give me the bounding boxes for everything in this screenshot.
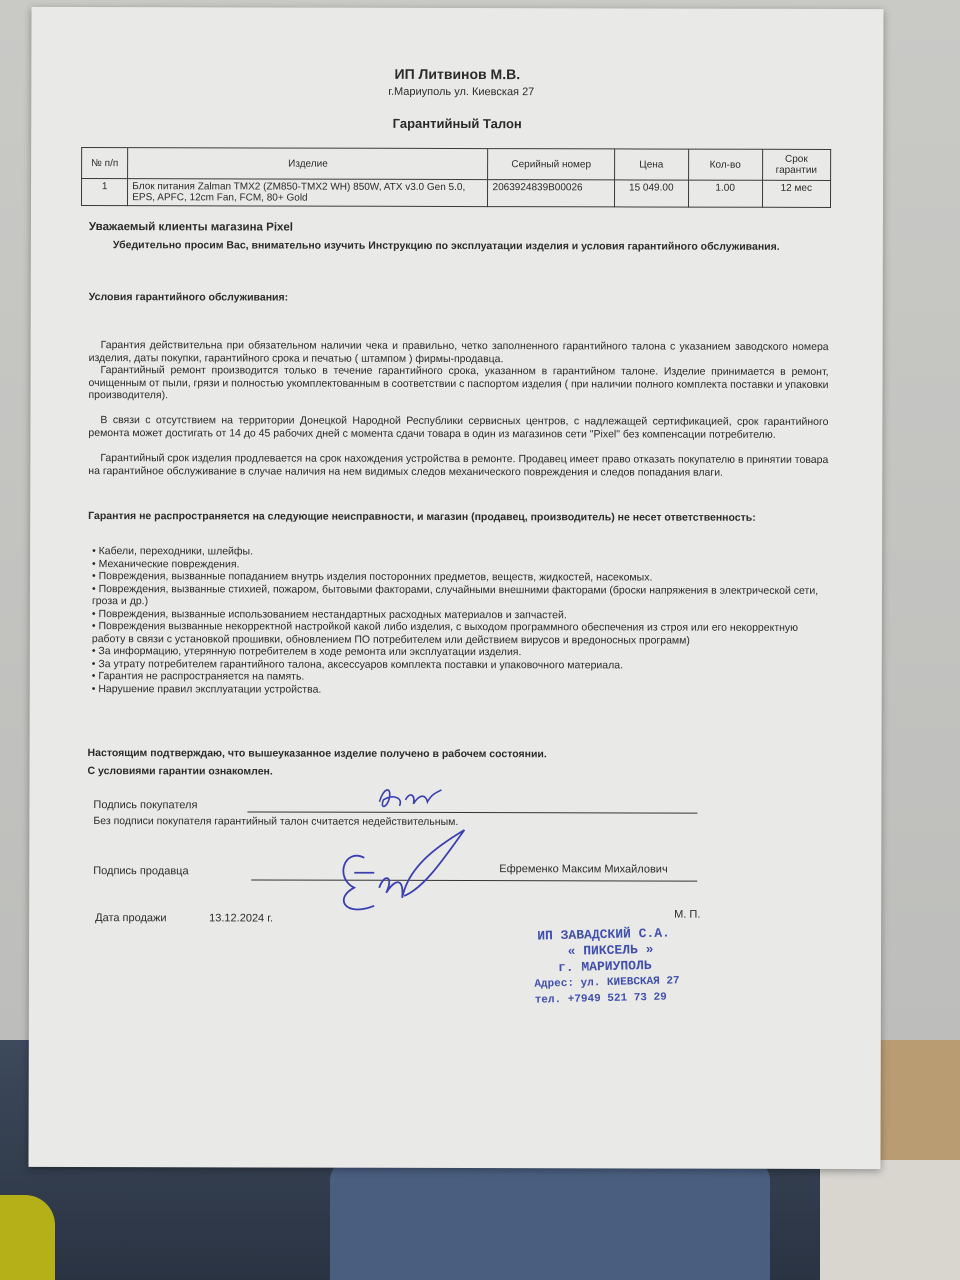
condition-paragraph: Гарантия действительна при обязательном наличии чека и правильно, четко заполненного гарантийного талона с указанием заводского номера изделия, даты покупки, гарантийного срока и печатью ( штампом ) фирмы-продавца. bbox=[88, 339, 829, 365]
seller-stamp bbox=[533, 924, 725, 1008]
buyer-signature-label: Подпись покупателя bbox=[93, 799, 198, 812]
background-jeans bbox=[330, 1160, 770, 1280]
list-item: • Механические повреждения. bbox=[92, 557, 240, 570]
exclusions-list bbox=[92, 545, 832, 697]
stamp-line: ИП ЗАВАДСКИЙ С.А. bbox=[537, 925, 671, 944]
table-cell: 2063924839B00026 bbox=[488, 180, 614, 207]
background-yellow-object bbox=[0, 1195, 55, 1280]
column-header: Кол-во bbox=[688, 149, 762, 180]
condition-paragraph: В связи с отсутствием на территории Донецкой Народной Республики сервисных центров, с надлежащей сертификацией, срок гарантийного ремонта может достигать от 14 до 45 рабочих дней с момента сдачи товара в один из магазинов сети "Pixel" без компенсации потребителю. bbox=[88, 414, 829, 441]
table-cell: 1 bbox=[82, 179, 128, 206]
company-name: ИП Литвинов М.В. bbox=[394, 65, 521, 83]
greeting: Уважаемый клиенты магазина Pixel bbox=[88, 221, 294, 234]
sale-date-label: Дата продажи bbox=[95, 912, 167, 925]
seller-name: Ефременко Максим Михайлович bbox=[499, 863, 668, 876]
exclusions-title: Гарантия не распространяется на следующие неисправности, и магазин (продавец, производитель) не несет ответственность: bbox=[88, 510, 756, 524]
list-item: • Повреждения, вызванные использованием нестандартных расходных материалов и запчастей. bbox=[91, 607, 567, 621]
column-header: Срок гарантии bbox=[762, 149, 831, 180]
condition-paragraph: Гарантийный срок изделия продлевается на срок нахождения устройства в ремонте. Продавец имеет право отказать покупателю в принятии товара на гарантийное обслуживание в случае наличия на нем видимых следов механического повреждения и следов попадания влаги. bbox=[88, 452, 829, 479]
stamp-line: г. МАРИУПОЛЬ bbox=[557, 957, 652, 976]
confirm-line: С условиями гарантии ознакомлен. bbox=[87, 765, 273, 778]
warranty-sheet bbox=[28, 7, 883, 1169]
sale-date: 13.12.2024 г. bbox=[209, 912, 273, 925]
column-header: № п/п bbox=[82, 148, 128, 179]
company-address: г.Мариуполь ул. Киевская 27 bbox=[388, 85, 535, 99]
buyer-note: Без подписи покупателя гарантийный талон считается недействительным. bbox=[93, 815, 459, 829]
stamp-line: тел. +7949 521 73 29 bbox=[534, 991, 667, 1007]
list-item: • За утрату потребителем гарантийного талона, аксессуаров комплекта поставки и упаковочного материала. bbox=[91, 657, 624, 671]
items-table bbox=[81, 147, 831, 208]
confirm-line: Настоящим подтверждаю, что вышеуказанное изделие получено в рабочем состоянии. bbox=[87, 747, 547, 761]
column-header: Цена bbox=[614, 149, 688, 180]
column-header: Серийный номер bbox=[488, 149, 614, 180]
list-item: • Кабели, переходники, шлейфы. bbox=[92, 545, 254, 558]
conditions-title: Условия гарантийного обслуживания: bbox=[88, 291, 289, 304]
table-cell: Блок питания Zalman TMX2 (ZM850-TMX2 WH) 850W, ATX v3.0 Gen 5.0, EPS, APFC, 12cm Fan, FCM, 80+ Gold bbox=[128, 179, 488, 207]
document-title: Гарантийный Талон bbox=[392, 115, 522, 132]
intro-paragraph: Убедительно просим Вас, внимательно изучить Инструкцию по эксплуатации изделия и условия гарантийного обслуживания. bbox=[112, 239, 780, 253]
table-cell: 1.00 bbox=[688, 180, 762, 207]
table-cell: 12 мес bbox=[762, 180, 831, 207]
table-cell: 15 049.00 bbox=[614, 180, 688, 207]
seller-signature-label: Подпись продавца bbox=[93, 865, 189, 878]
background-wood bbox=[880, 1040, 960, 1160]
buyer-signature-line bbox=[247, 811, 697, 813]
background-box bbox=[820, 1160, 960, 1280]
stamp-line: Адрес: ул. КИЕВСКАЯ 27 bbox=[534, 975, 680, 991]
list-item: • Повреждения, вызванные попаданием внутрь изделия посторонних предметов, веществ, жидкостей, насекомых. bbox=[92, 570, 653, 584]
buyer-signature bbox=[369, 780, 459, 820]
column-header: Изделие bbox=[128, 148, 488, 180]
list-item: • Повреждения вызванные некорректной настройкой какой либо изделия, с выходом программного обеспечения из строя или его некорректную работу в связи с установкой прошивки, обновлением ПО потребителем или действием вирусов и вредоносных программ) bbox=[91, 620, 799, 647]
list-item: • Нарушение правил эксплуатации устройства. bbox=[91, 682, 322, 696]
condition-paragraph: Гарантийный ремонт производится только в течение гарантийного срока, указанном в гарантийном талоне. Изделие принимается в ремонт, очищенным от пыли, грязи и полностью укомплектованным в соответствии с паспортом изделия ( при наличии полного комплекта поставки и упаковки производителя). bbox=[88, 364, 829, 402]
table-header-row bbox=[82, 148, 831, 181]
seller-signature bbox=[324, 818, 474, 918]
table-row bbox=[82, 179, 831, 208]
list-item: • Гарантия не распространяется на память. bbox=[91, 670, 305, 683]
list-item: • Повреждения, вызванные стихией, пожаром, бытовыми факторами, случайными внешними факторами (броски напряжения в электрической сети, гроза и др.) bbox=[91, 582, 819, 608]
stamp-line: « ПИКСЕЛЬ » bbox=[567, 941, 654, 959]
list-item: • За информацию, утерянную потребителем в ходе ремонта или эксплуатации изделия. bbox=[91, 645, 522, 659]
stamp-place-label: М. П. bbox=[674, 908, 701, 921]
